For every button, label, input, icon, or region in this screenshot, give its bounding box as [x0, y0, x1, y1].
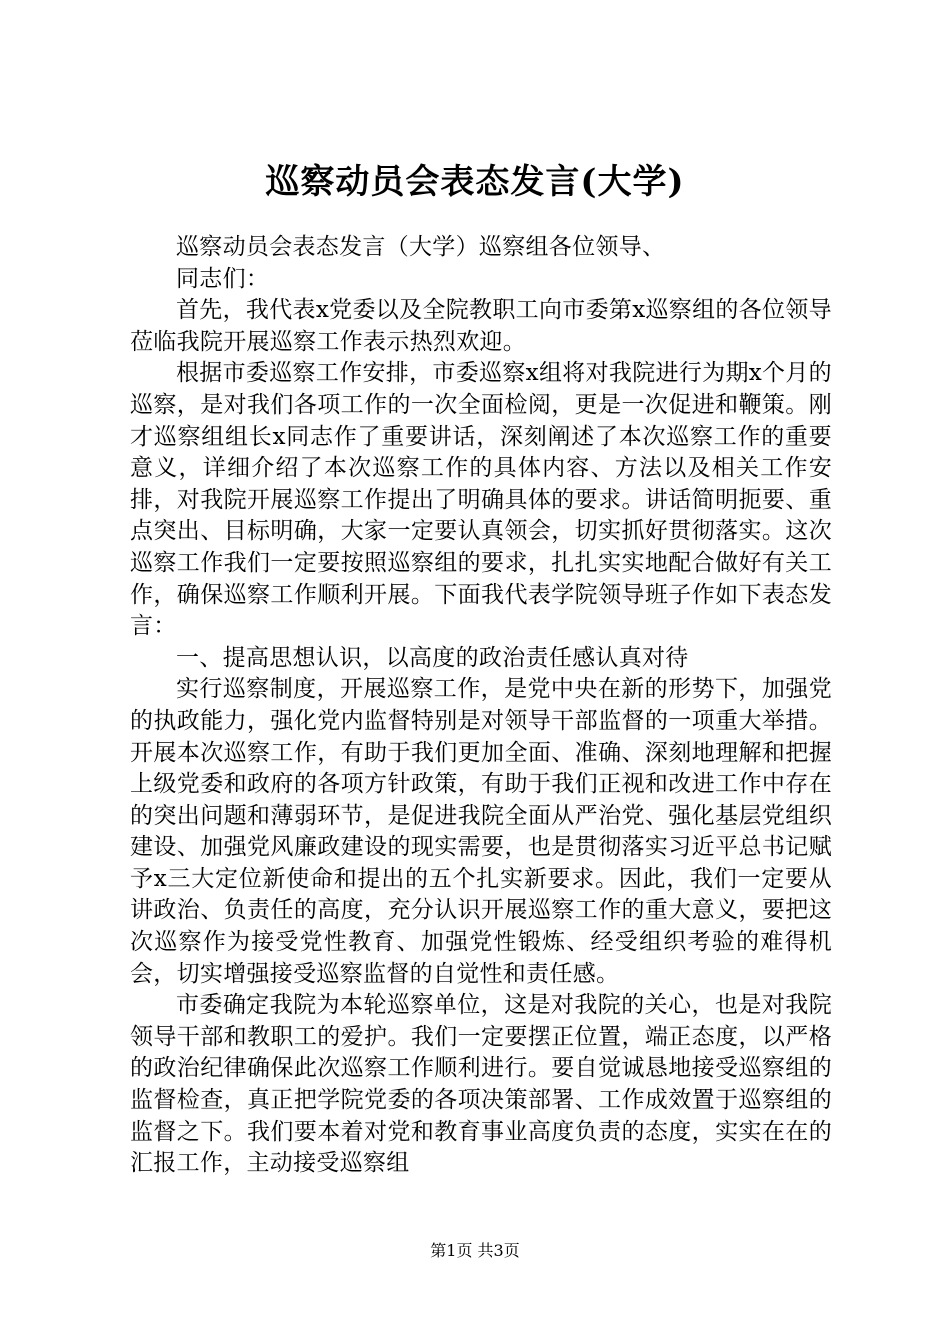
paragraph-welcome: 首先，我代表x党委以及全院教职工向市委第x巡察组的各位领导莅临我院开展巡察工作表示热烈欢迎。 — [130, 297, 832, 355]
paragraph-attitude: 市委确定我院为本轮巡察单位，这是对我院的关心，也是对我院领导干部和教职工的爱护。我们一定要摆正位置，端正态度，以严格的政治纪律确保此次巡察工作顺利进行。要自觉诚恳地接受巡察组的监督检查，真正把学院党委的各项决策部署、工作成效置于巡察组的监督之下。我们要本着对党和教育事业高度负责的态度，实实在在的汇报工作，主动接受巡察组 — [130, 992, 832, 1177]
paragraph-significance: 实行巡察制度，开展巡察工作，是党中央在新的形势下，加强党的执政能力，强化党内监督特别是对领导干部监督的一项重大举措。开展本次巡察工作，有助于我们更加全面、准确、深刻地理解和把握上级党委和政府的各项方针政策，有助于我们正视和改进工作中存在的突出问题和薄弱环节，是促进我院全面从严治党、强化基层党组织建设、加强党风廉政建设的现实需要，也是贯彻落实习近平总书记赋予x三大定位新使命和提出的五个扎实新要求。因此，我们一定要从讲政治、负责任的高度，充分认识开展巡察工作的重大意义，要把这次巡察作为接受党性教育、加强党性锻炼、经受组织考验的难得机会，切实增强接受巡察监督的自觉性和责任感。 — [130, 676, 832, 987]
section-heading-1: 一、提高思想认识，以高度的政治责任感认真对待 — [176, 644, 689, 671]
document-body — [130, 232, 832, 1180]
paragraph-salutation: 同志们： — [176, 265, 270, 292]
paragraph-heading-line: 巡察动员会表态发言（大学）巡察组各位领导、 — [176, 234, 666, 260]
page-number-footer: 第1页 共3页 — [430, 1241, 520, 1260]
document-title: 巡察动员会表态发言(大学) — [265, 162, 685, 202]
paragraph-background: 根据市委巡察工作安排，市委巡察x组将对我院进行为期x个月的巡察，是对我们各项工作的一次全面检阅，更是一次促进和鞭策。刚才巡察组组长x同志作了重要讲话，深刻阐述了本次巡察工作的重要意义，详细介绍了本次巡察工作的具体内容、方法以及相关工作安排，对我院开展巡察工作提出了明确具体的要求。讲话简明扼要、重点突出、目标明确，大家一定要认真领会，切实抓好贯彻落实。这次巡察工作我们一定要按照巡察组的要求，扎扎实实地配合做好有关工作，确保巡察工作顺利开展。下面我代表学院领导班子作如下表态发言： — [130, 360, 832, 640]
